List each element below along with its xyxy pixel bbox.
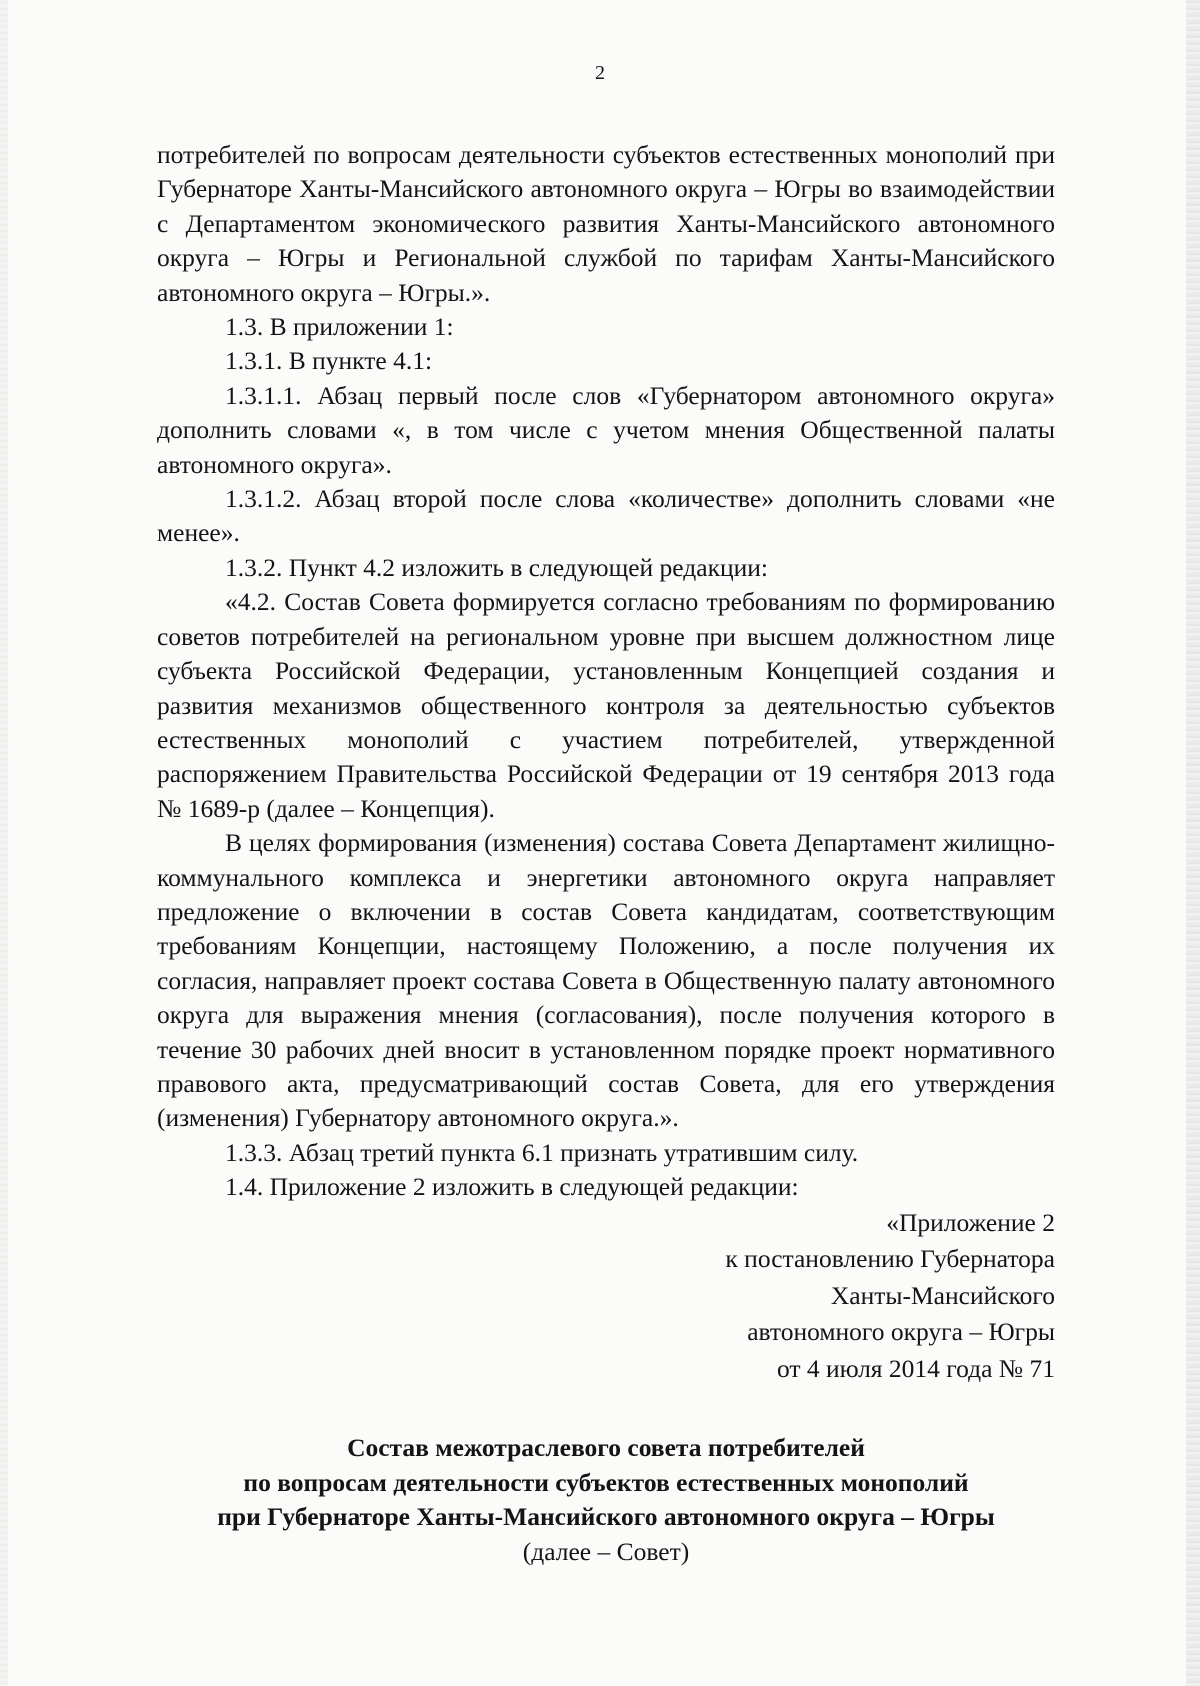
- paragraph-4-2: «4.2. Состав Совета формируется согласно требованиям по формированию советов потребителей на региональном уровне при высшем должностном лице субъекта Российской Федерации, установленным Концепцией создания и развития механизмов общественного контроля за деятельностью субъектов естественных монополий с участием потребителей, утвержденной распоряжением Правительства Российской Федерации от 19 сентября 2013 года № 1689-р (далее – Концепция).: [157, 587, 1055, 823]
- paragraph-1-3-1-2: 1.3.1.2. Абзац второй после слова «количестве» дополнить словами «не менее».: [157, 484, 1055, 548]
- paragraph-1-3-3: 1.3.3. Абзац третий пункта 6.1 признать утратившим силу.: [225, 1137, 859, 1167]
- paragraph-1-3-1: 1.3.1. В пункте 4.1:: [225, 346, 433, 376]
- scan-edge-left: [0, 0, 8, 1686]
- council-title: [157, 1431, 1055, 1569]
- paragraph-1-4: 1.4. Приложение 2 изложить в следующей редакции:: [225, 1172, 799, 1202]
- scan-edge-right: [1186, 0, 1200, 1686]
- appendix-header-line: Ханты-Мансийского: [830, 1280, 1055, 1310]
- appendix-header-line: к постановлению Губернатора: [725, 1244, 1055, 1274]
- document-body: [157, 138, 1055, 1569]
- appendix-header-line: от 4 июля 2014 года № 71: [776, 1353, 1055, 1383]
- paragraph-1-3-2: 1.3.2. Пункт 4.2 изложить в следующей редакции:: [225, 552, 768, 582]
- appendix-header-line: автономного округа – Югры: [747, 1317, 1055, 1347]
- appendix-header: [157, 1205, 1055, 1388]
- paragraph-formation: В целях формирования (изменения) состава Совета Департамент жилищно-коммунального комплекса и энергетики автономного округа направляет предложение о включении в состав Совета кандидатам, соответствующим требованиям Концепции, настоящему Положению, а после получения их согласия, направляет проект состава Совета в Общественную палату автономного округа для выражения мнения (согласования), после получения которого в течение 30 рабочих дней вносит в установленном порядке проект нормативного правового акта, предусматривающий состав Совета, для его утверждения (изменения) Губернатору автономного округа.».: [157, 828, 1055, 1133]
- paragraph-1-3: 1.3. В приложении 1:: [225, 312, 454, 342]
- appendix-header-line: «Приложение 2: [886, 1207, 1055, 1237]
- page-number: 2: [595, 62, 605, 84]
- council-title-line: при Губернаторе Ханты-Мансийского автономного округа – Югры: [217, 1502, 995, 1532]
- paragraph-1-3-1-1: 1.3.1.1. Абзац первый после слов «Губернатором автономного округа» дополнить словами «, в том числе с учетом мнения Общественной палаты автономного округа».: [157, 380, 1055, 479]
- council-title-subtitle: (далее – Совет): [522, 1536, 690, 1566]
- council-title-line: Состав межотраслевого совета потребителей: [347, 1433, 865, 1463]
- paragraph-continuation: потребителей по вопросам деятельности субъектов естественных монополий при Губернаторе Ханты-Мансийского автономного округа – Югры во взаимодействии с Департаментом экономического развития Ханты-Мансийского автономного округа – Югры и Региональной службой по тарифам Ханты-Мансийского автономного округа – Югры.».: [157, 140, 1055, 307]
- council-title-line: по вопросам деятельности субъектов естественных монополий: [243, 1467, 969, 1497]
